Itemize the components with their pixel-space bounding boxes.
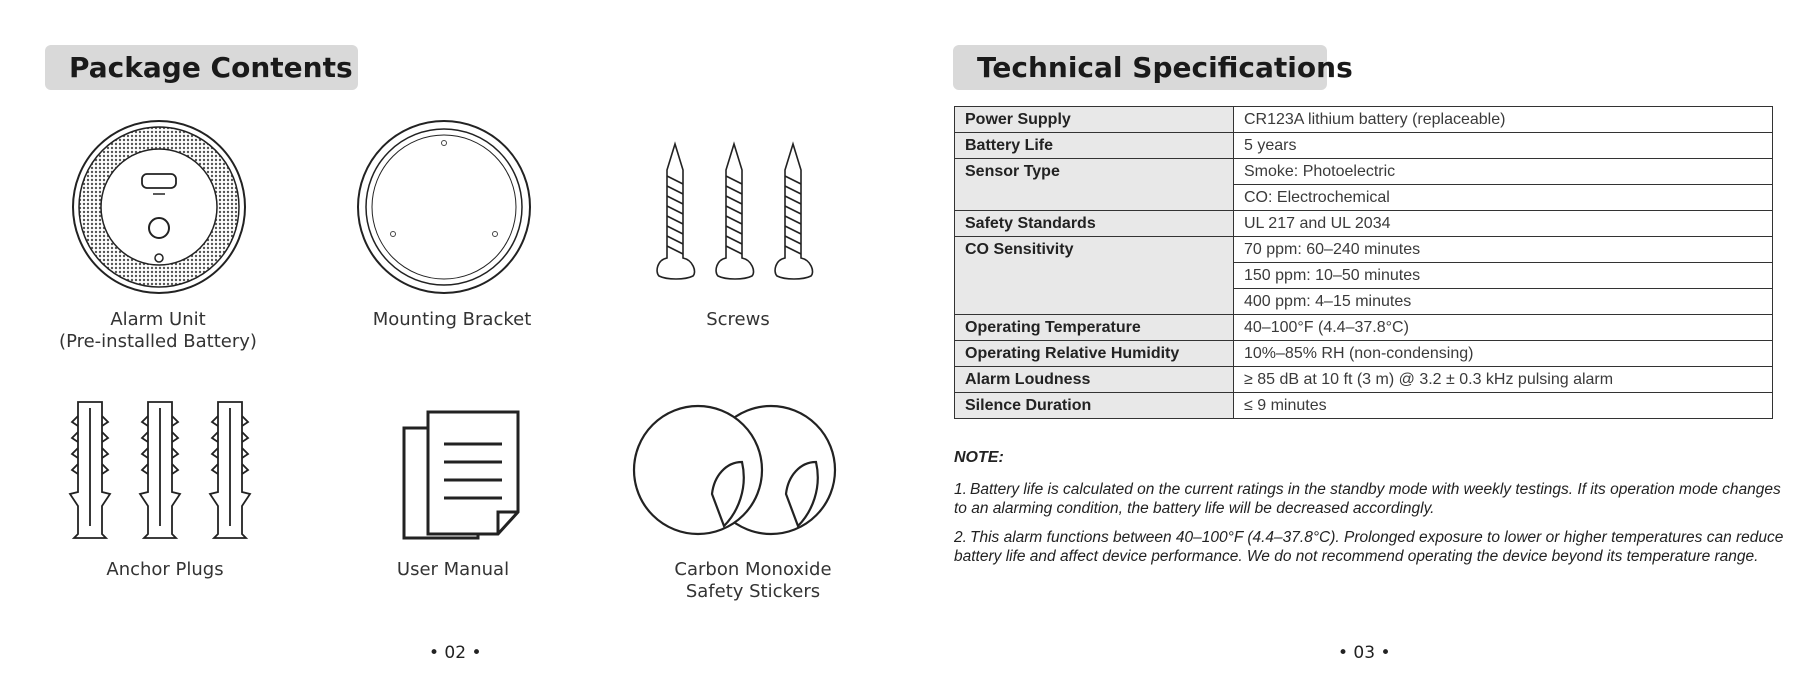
safety-stickers-label-2: Safety Stickers	[685, 581, 821, 602]
note-number: 1.	[954, 481, 967, 498]
table-row	[955, 159, 1773, 185]
anchor-plugs-label: Anchor Plugs	[106, 559, 224, 580]
spec-value: 70 ppm: 60–240 minutes	[1234, 237, 1773, 263]
screws-icon	[653, 140, 818, 282]
spec-value: 150 ppm: 10–50 minutes	[1234, 263, 1773, 289]
note-text: This alarm functions between 40–100°F (4.4–37.8°C). Prolonged exposure to lower or higher temperatures can reduce battery life and affect device performance. We do not recommend operating the device beyond its temperature range.	[954, 529, 1784, 565]
note-item-2	[954, 528, 1784, 566]
spec-value: CO: Electrochemical	[1234, 185, 1773, 211]
spec-value: 10%–85% RH (non-condensing)	[1234, 341, 1773, 367]
user-manual-icon	[400, 408, 522, 542]
spec-key: Operating Temperature	[955, 315, 1234, 341]
safety-stickers-label-1: Carbon Monoxide	[674, 559, 832, 580]
screws-label: Screws	[706, 309, 770, 330]
note-title: NOTE:	[954, 449, 1004, 466]
alarm-unit-icon	[70, 118, 248, 296]
spec-key: Power Supply	[955, 107, 1234, 133]
alarm-unit-label-1: Alarm Unit	[110, 309, 206, 330]
note-item-1	[954, 480, 1784, 518]
table-row	[955, 211, 1773, 237]
table-row	[955, 393, 1773, 419]
table-row	[955, 107, 1773, 133]
mounting-bracket-icon	[355, 118, 533, 296]
user-manual-item	[400, 408, 522, 542]
spec-key: Alarm Loudness	[955, 367, 1234, 393]
note-number: 2.	[954, 529, 967, 546]
spec-value: 40–100°F (4.4–37.8°C)	[1234, 315, 1773, 341]
spec-value: UL 217 and UL 2034	[1234, 211, 1773, 237]
table-row	[955, 367, 1773, 393]
spec-value: ≤ 9 minutes	[1234, 393, 1773, 419]
spec-key: Battery Life	[955, 133, 1234, 159]
spec-value: 400 ppm: 4–15 minutes	[1234, 289, 1773, 315]
user-manual-label: User Manual	[396, 559, 510, 580]
spec-key: Sensor Type	[955, 159, 1234, 211]
spec-key: Silence Duration	[955, 393, 1234, 419]
package-contents-heading: Package Contents	[45, 45, 358, 90]
safety-stickers-item	[630, 402, 840, 538]
table-row	[955, 237, 1773, 263]
spec-value: ≥ 85 dB at 10 ft (3 m) @ 3.2 ± 0.3 kHz pulsing alarm	[1234, 367, 1773, 393]
alarm-unit-label-2: (Pre-installed Battery)	[59, 331, 257, 352]
table-row	[955, 315, 1773, 341]
safety-stickers-icon	[630, 402, 840, 538]
anchor-plugs-item	[66, 396, 260, 541]
mounting-bracket-label: Mounting Bracket	[372, 309, 532, 330]
page-number-left: • 02 •	[429, 643, 482, 663]
right-page	[907, 0, 1814, 680]
spec-value: CR123A lithium battery (replaceable)	[1234, 107, 1773, 133]
spec-value: 5 years	[1234, 133, 1773, 159]
mounting-bracket-item	[355, 118, 533, 296]
specifications-table	[954, 106, 1773, 419]
table-row	[955, 133, 1773, 159]
note-text: Battery life is calculated on the current ratings in the standby mode with weekly testings. If its operation mode changes to an alarming condition, the battery life will be decreased accordingly.	[954, 481, 1781, 517]
alarm-unit-item	[70, 118, 248, 296]
anchor-plugs-icon	[66, 396, 260, 541]
screws-item	[653, 140, 818, 282]
table-row	[955, 341, 1773, 367]
page-number-right: • 03 •	[1338, 643, 1391, 663]
spec-key: Safety Standards	[955, 211, 1234, 237]
technical-specifications-heading: Technical Specifications	[953, 45, 1327, 90]
spec-value: Smoke: Photoelectric	[1234, 159, 1773, 185]
spec-key: CO Sensitivity	[955, 237, 1234, 315]
spec-key: Operating Relative Humidity	[955, 341, 1234, 367]
